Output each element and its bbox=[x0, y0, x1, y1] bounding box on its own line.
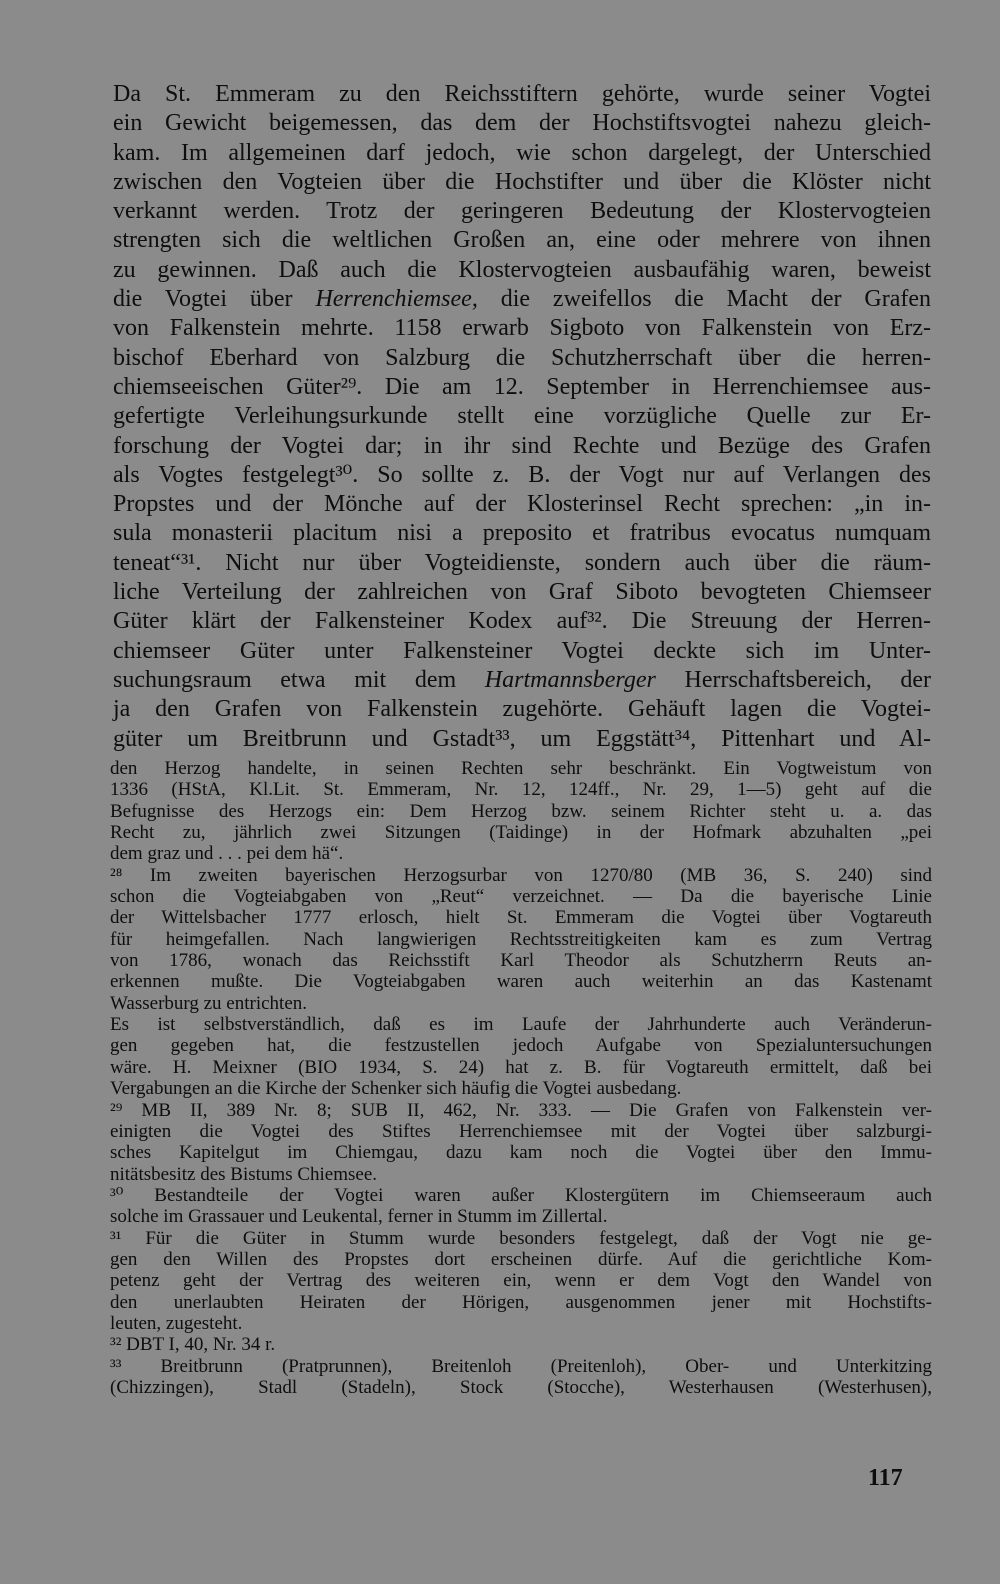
body-line: zwischen den Vogteien über die Hochstifter und über die Klöster nicht bbox=[113, 168, 931, 195]
body-line: die Vogtei über Herrenchiemsee, die zweifellos die Macht der Grafen bbox=[113, 286, 931, 313]
footnote-line: Befugnisse des Herzogs ein: Dem Herzog bzw. seinem Richter steht u. a. das bbox=[110, 800, 932, 822]
footnote-line: 1336 (HStA, Kl.Lit. St. Emmeram, Nr. 12, 124ff., Nr. 29, 1—5) geht auf die bbox=[110, 779, 932, 801]
page-number: 117 bbox=[868, 1465, 903, 1491]
footnote-line: ²⁸ Im zweiten bayerischen Herzogsurbar von 1270/80 (MB 36, S. 240) sind bbox=[110, 864, 932, 886]
body-line: teneat“³¹. Nicht nur über Vogteidienste, sondern auch über die räum- bbox=[113, 549, 931, 576]
italic-place-name: Herrenchiemsee, bbox=[315, 286, 478, 313]
body-line: chiemseer Güter unter Falkensteiner Vogtei deckte sich im Unter- bbox=[113, 637, 931, 664]
footnote-line: den Herzog handelte, in seinen Rechten sehr beschränkt. Ein Vogtweistum von bbox=[110, 758, 932, 779]
footnote-line: für heimgefallen. Nach langwierigen Rechtsstreitigkeiten kam es zum Vertrag bbox=[110, 928, 932, 950]
body-line: chiemseeischen Güter²⁹. Die am 12. September in Herrenchiemsee aus- bbox=[113, 373, 931, 400]
footnote-line: dem graz und . . . pei dem hä“. bbox=[110, 843, 344, 865]
body-line: liche Verteilung der zahlreichen von Graf Siboto bevogteten Chiemseer bbox=[113, 579, 931, 606]
footnote-line: gen den Willen des Propstes dort erscheinen dürfe. Auf die gerichtliche Kom- bbox=[110, 1248, 932, 1270]
footnote-line: leuten, zugesteht. bbox=[110, 1312, 243, 1334]
footnote-line: Wasserburg zu entrichten. bbox=[110, 992, 308, 1014]
body-line: ein Gewicht beigemessen, das dem der Hochstiftsvogtei nahezu gleich- bbox=[113, 110, 931, 137]
body-line: Da St. Emmeram zu den Reichsstiftern gehörte, wurde seiner Vogtei bbox=[113, 81, 931, 107]
body-line: strengten sich die weltlichen Großen an, eine oder mehrere von ihnen bbox=[113, 227, 931, 254]
footnote-line: petenz geht der Vertrag des weiteren ein, wenn er dem Vogt den Wandel von bbox=[110, 1270, 932, 1292]
footnote-line: ³³ Breitbrunn (Pratprunnen), Breitenloh (Preitenloh), Ober- und Unterkitzing bbox=[110, 1355, 932, 1377]
body-line: Güter klärt der Falkensteiner Kodex auf³². Die Streuung der Herren- bbox=[113, 608, 931, 635]
footnote-line: ³¹ Für die Güter in Stumm wurde besonders festgelegt, daß der Vogt nie ge- bbox=[110, 1227, 932, 1249]
body-line: gefertigte Verleihungsurkunde stellt eine vorzügliche Quelle zur Er- bbox=[113, 403, 931, 430]
body-line: güter um Breitbrunn und Gstadt³³, um Eggstätt³⁴, Pittenhart und Al- bbox=[113, 725, 931, 752]
body-line: ja den Grafen von Falkenstein zugehörte. Gehäuft lagen die Vogtei- bbox=[113, 696, 931, 723]
body-text bbox=[113, 80, 931, 754]
footnote-line: nitätsbesitz des Bistums Chiemsee. bbox=[110, 1163, 378, 1185]
footnote-line: Vergabungen an die Kirche der Schenker sich häufig die Vogtei ausbedang. bbox=[110, 1078, 682, 1100]
footnote-line: ³⁰ Bestandteile der Vogtei waren außer Klostergütern im Chiemseeraum auch bbox=[110, 1184, 932, 1206]
footnote-line: einigten die Vogtei des Stiftes Herrenchiemsee mit der Vogtei über salzburgi- bbox=[110, 1120, 932, 1142]
body-line: suchungsraum etwa mit dem Hartmannsberger Herrschaftsbereich, der bbox=[113, 666, 931, 693]
footnote-line: wäre. H. Meixner (BIO 1934, S. 24) hat z. B. für Vogtareuth ermittelt, daß bei bbox=[110, 1056, 932, 1078]
body-line: als Vogtes festgelegt³⁰. So sollte z. B. der Vogt nur auf Verlangen des bbox=[113, 461, 931, 488]
footnote-line: schon die Vogteiabgaben von „Reut“ verzeichnet. — Da die bayerische Linie bbox=[110, 886, 932, 908]
body-line: bischof Eberhard von Salzburg die Schutzherrschaft über die herren- bbox=[113, 344, 931, 371]
footnote-line: den unerlaubten Heiraten der Hörigen, ausgenommen jener mit Hochstifts- bbox=[110, 1291, 932, 1313]
footnote-line: sches Kapitelgut im Chiemgau, dazu kam noch die Vogtei über den Immu- bbox=[110, 1142, 932, 1164]
footnote-line: Recht zu, jährlich zwei Sitzungen (Taidinge) in der Hofmark abzuhalten „pei bbox=[110, 822, 932, 844]
body-line: verkannt werden. Trotz der geringeren Bedeutung der Klostervogteien bbox=[113, 198, 931, 225]
body-line: sula monasterii placitum nisi a preposito et fratribus evocatus numquam bbox=[113, 520, 931, 547]
footnote-line: (Chizzingen), Stadl (Stadeln), Stock (Stocche), Westerhausen (Westerhusen), bbox=[110, 1376, 932, 1398]
body-line: Propstes und der Mönche auf der Klosterinsel Recht sprechen: „in in- bbox=[113, 491, 931, 518]
body-line: forschung der Vogtei dar; in ihr sind Rechte und Bezüge des Grafen bbox=[113, 432, 931, 459]
footnote-line: gen gegeben hat, die festzustellen jedoch Aufgabe von Spezialuntersuchungen bbox=[110, 1035, 932, 1057]
body-line: kam. Im allgemeinen darf jedoch, wie schon dargelegt, der Unterschied bbox=[113, 139, 931, 166]
footnotes bbox=[110, 758, 932, 1398]
footnote-line: der Wittelsbacher 1777 erlosch, hielt St. Emmeram die Vogtei über Vogtareuth bbox=[110, 907, 932, 929]
body-line: von Falkenstein mehrte. 1158 erwarb Sigboto von Falkenstein von Erz- bbox=[113, 315, 931, 342]
footnote-line: solche im Grassauer und Leukental, ferner in Stumm im Zillertal. bbox=[110, 1206, 608, 1228]
footnote-line: ²⁹ MB II, 389 Nr. 8; SUB II, 462, Nr. 333. — Die Grafen von Falkenstein ver- bbox=[110, 1099, 932, 1121]
footnote-line: erkennen mußte. Die Vogteiabgaben waren auch weiterhin an das Kastenamt bbox=[110, 971, 932, 993]
footnote-line: Es ist selbstverständlich, daß es im Laufe der Jahrhunderte auch Veränderun- bbox=[110, 1014, 932, 1036]
italic-place-name: Hartmannsberger bbox=[484, 666, 656, 693]
body-line: zu gewinnen. Daß auch die Klostervogteien ausbaufähig waren, beweist bbox=[113, 256, 931, 283]
footnote-line: von 1786, wonach das Reichsstift Karl Theodor als Schutzherrn Reuts an- bbox=[110, 950, 932, 972]
footnote-line: ³² DBT I, 40, Nr. 34 r. bbox=[110, 1334, 276, 1356]
